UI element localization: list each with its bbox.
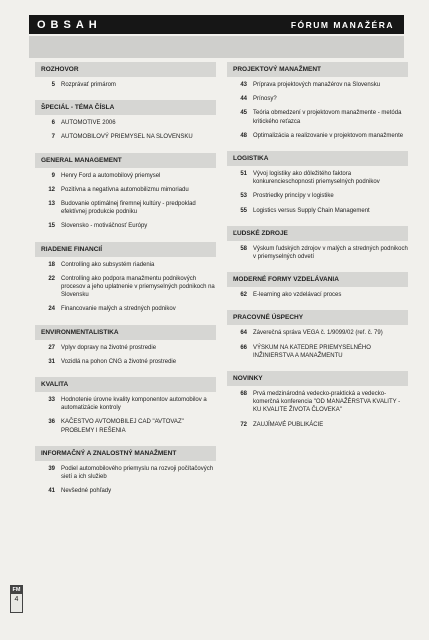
toc-entry-title: Prostriedky princípy v logistike xyxy=(253,193,334,200)
toc-entry-page: 62 xyxy=(240,292,247,299)
toc-entry[interactable] xyxy=(35,172,216,180)
toc-entry-title: AUTOMOBILOVÝ PRIEMYSEL NA SLOVENSKU xyxy=(61,134,193,141)
section-heading: NOVINKY xyxy=(227,371,408,386)
magazine-tag: FM xyxy=(12,587,21,593)
toc-entry[interactable] xyxy=(227,390,408,415)
toc-entry-page: 72 xyxy=(240,421,247,428)
toc-entry-title: Príprava projektových manažérov na Slovensku xyxy=(253,82,381,88)
toc-entry-page: 13 xyxy=(48,201,55,208)
toc-entry[interactable] xyxy=(227,192,408,200)
toc-entry[interactable] xyxy=(35,133,216,141)
section-heading: RIADENIE FINANCIÍ xyxy=(35,242,216,257)
section-heading: KVALITA xyxy=(35,377,216,392)
section-heading: LOGISTIKA xyxy=(227,151,408,166)
page-number: 4 xyxy=(14,596,19,603)
toc-entry-page: 5 xyxy=(51,82,55,88)
right-column xyxy=(227,62,408,440)
toc-entry[interactable] xyxy=(35,222,216,230)
toc-entry-page: 55 xyxy=(240,207,247,214)
toc-entry[interactable] xyxy=(35,396,216,412)
toc-entry-title: E-learning ako vzdelávací proces xyxy=(253,292,342,299)
toc-entry-page: 43 xyxy=(240,82,247,88)
section-heading: ENVIRONMENTALISTIKA xyxy=(35,325,216,340)
section-heading: PRACOVNÉ ÚSPECHY xyxy=(227,310,408,325)
toc-entry-title: Budovanie optimálnej firemnej kultúry - predpoklad efektívnej produkcie podniku xyxy=(61,201,196,216)
toc-entry-page: 24 xyxy=(48,306,55,313)
header-right-title: FÓRUM MANAŽÉRA xyxy=(290,19,394,30)
toc-entry-title: Výskum ľudských zdrojov v malých a stredných podnikoch v priemyselných odvetí xyxy=(253,245,408,261)
toc-entry-page: 39 xyxy=(48,465,55,472)
section-heading: ĽUDSKÉ ZDROJE xyxy=(227,226,408,241)
toc-entry[interactable] xyxy=(227,170,408,186)
toc-entry-title: Prvá medzinárodná vedecko-praktická a vedecko-komerčná konferencia "OD MANAŽÉRSTVA KVALITY - KU KVALITE ŽIVOTA ČLOVEKA" xyxy=(253,391,401,414)
toc-entry-page: 44 xyxy=(240,96,247,103)
toc-entry[interactable] xyxy=(227,109,408,125)
toc-entry[interactable] xyxy=(227,95,408,103)
toc-entry-page: 9 xyxy=(51,172,55,179)
toc-entry-page: 22 xyxy=(48,275,55,282)
toc-entry-title: Rozprávať primárom xyxy=(61,82,116,88)
toc-entry-page: 36 xyxy=(48,419,55,426)
toc-entry-title: Controlling ako podpora manažmentu podnikových procesov a jeho uplatnenie v priemyselných podnikoch na Slovensku xyxy=(61,275,215,299)
toc-entry[interactable] xyxy=(35,344,216,352)
header-left-title: OBSAH xyxy=(37,18,102,31)
toc-entry-title: Podiel automobilového priemyslu na rozvoji počítačových sietí a ich služieb xyxy=(61,465,214,481)
toc-entry[interactable] xyxy=(35,275,216,300)
toc-entry-title: AUTOMOTIVE 2006 xyxy=(61,120,116,127)
toc-entry-title: Henry Ford a automobilový priemysel xyxy=(61,172,161,179)
toc-entry-title: Hodnotenie úrovne kvality komponentov automobilov a automatizácie kontroly xyxy=(61,397,207,412)
toc-entry[interactable] xyxy=(35,465,216,481)
toc-entry-title: Vozidlá na pohon CNG a životné prostredie xyxy=(61,358,177,365)
toc-entry-title: Vývoj logistiky ako dôležitého faktora konkurencieschopnosti priemyselných podnikov xyxy=(253,171,380,186)
toc-entry[interactable] xyxy=(35,119,216,127)
toc-entry-page: 45 xyxy=(240,110,247,117)
toc-entry[interactable] xyxy=(35,261,216,269)
toc-entry-page: 68 xyxy=(240,391,247,398)
toc-entry[interactable] xyxy=(227,245,408,261)
toc-entry-title: Slovensko - motiváčnosť Európy xyxy=(61,223,148,230)
toc-entry[interactable] xyxy=(35,305,216,313)
toc-entry[interactable] xyxy=(35,81,216,89)
toc-entry-title: Optimalizácia a realizovanie v projektovom manažmente xyxy=(253,132,404,139)
toc-entry-page: 12 xyxy=(48,186,55,193)
toc-entry[interactable] xyxy=(227,344,408,360)
toc-entry-title: Controlling ako subsystém riadenia xyxy=(61,261,155,268)
toc-entry-title: Teória obmedzení v projektovom manažmente - metóda kritického reťazca xyxy=(253,110,402,125)
toc-entry[interactable] xyxy=(227,132,408,140)
left-column xyxy=(35,62,216,506)
toc-header xyxy=(29,15,404,34)
toc-entry-title: Pozitívna a negatívna automobilizmu mimoriadu xyxy=(61,186,189,193)
toc-entry[interactable] xyxy=(35,186,216,194)
toc-entry-title: Logistics versus Supply Chain Management xyxy=(253,207,370,214)
section-heading: INFORMAČNÝ A ZNALOSTNÝ MANAŽMENT xyxy=(35,446,216,461)
header-band xyxy=(29,36,404,58)
toc-entry[interactable] xyxy=(35,487,216,495)
section-heading: ŠPECIÁL - TÉMA ČÍSLA xyxy=(35,100,216,115)
toc-entry[interactable] xyxy=(227,329,408,337)
toc-entry-title: Vplyv dopravy na životné prostredie xyxy=(61,344,157,351)
toc-entry-page: 58 xyxy=(240,245,247,252)
toc-entry-title: VÝSKUM NA KATEDRE PRIEMYSELNÉHO INŽINIERSTVA A MANAŽMENTU xyxy=(253,344,371,359)
toc-entry-page: 48 xyxy=(240,132,247,139)
toc-entry-page: 7 xyxy=(51,134,55,141)
toc-entry-page: 6 xyxy=(51,120,55,127)
toc-entry[interactable] xyxy=(35,200,216,216)
toc-entry-title: ZAUJÍMAVÉ PUBLIKÁCIE xyxy=(253,421,324,428)
toc-entry-title: Prínosy? xyxy=(253,96,277,103)
section-heading: ROZHOVOR xyxy=(35,62,216,77)
toc-entry[interactable] xyxy=(35,358,216,366)
toc-entry[interactable] xyxy=(227,291,408,299)
toc-entry-page: 33 xyxy=(48,397,55,404)
toc-entry-page: 41 xyxy=(48,488,55,495)
toc-entry[interactable] xyxy=(35,418,216,434)
toc-entry-title: KAČESTVO AVTOMOBILEJ CAD "AVTOVAZ" PROBLEMY I REŠENIA xyxy=(61,419,184,434)
page-tag xyxy=(10,585,23,613)
toc-entry-page: 66 xyxy=(240,344,247,351)
section-heading: MODERNÉ FORMY VZDELÁVANIA xyxy=(227,272,408,287)
toc-entry[interactable] xyxy=(227,421,408,429)
section-heading: GENERAL MANAGEMENT xyxy=(35,153,216,168)
toc-entry-page: 15 xyxy=(48,223,55,230)
toc-entry-page: 53 xyxy=(240,193,247,200)
toc-entry-page: 27 xyxy=(48,344,55,351)
toc-entry-title: Financovanie malých a stredných podnikov xyxy=(61,306,176,313)
toc-entry-title: Nevšedné pohľady xyxy=(61,488,112,495)
toc-entry-page: 64 xyxy=(240,330,247,337)
toc-entry-page: 18 xyxy=(48,261,55,268)
toc-entry[interactable] xyxy=(227,81,408,89)
toc-entry-title: Záverečná správa VEGA č. 1/9099/02 (ref. č. 79) xyxy=(253,330,383,337)
toc-entry[interactable] xyxy=(227,207,408,215)
toc-entry-page: 51 xyxy=(240,171,247,178)
section-heading: PROJEKTOVÝ MANAŽMENT xyxy=(227,62,408,77)
toc-entry-page: 31 xyxy=(48,358,55,365)
